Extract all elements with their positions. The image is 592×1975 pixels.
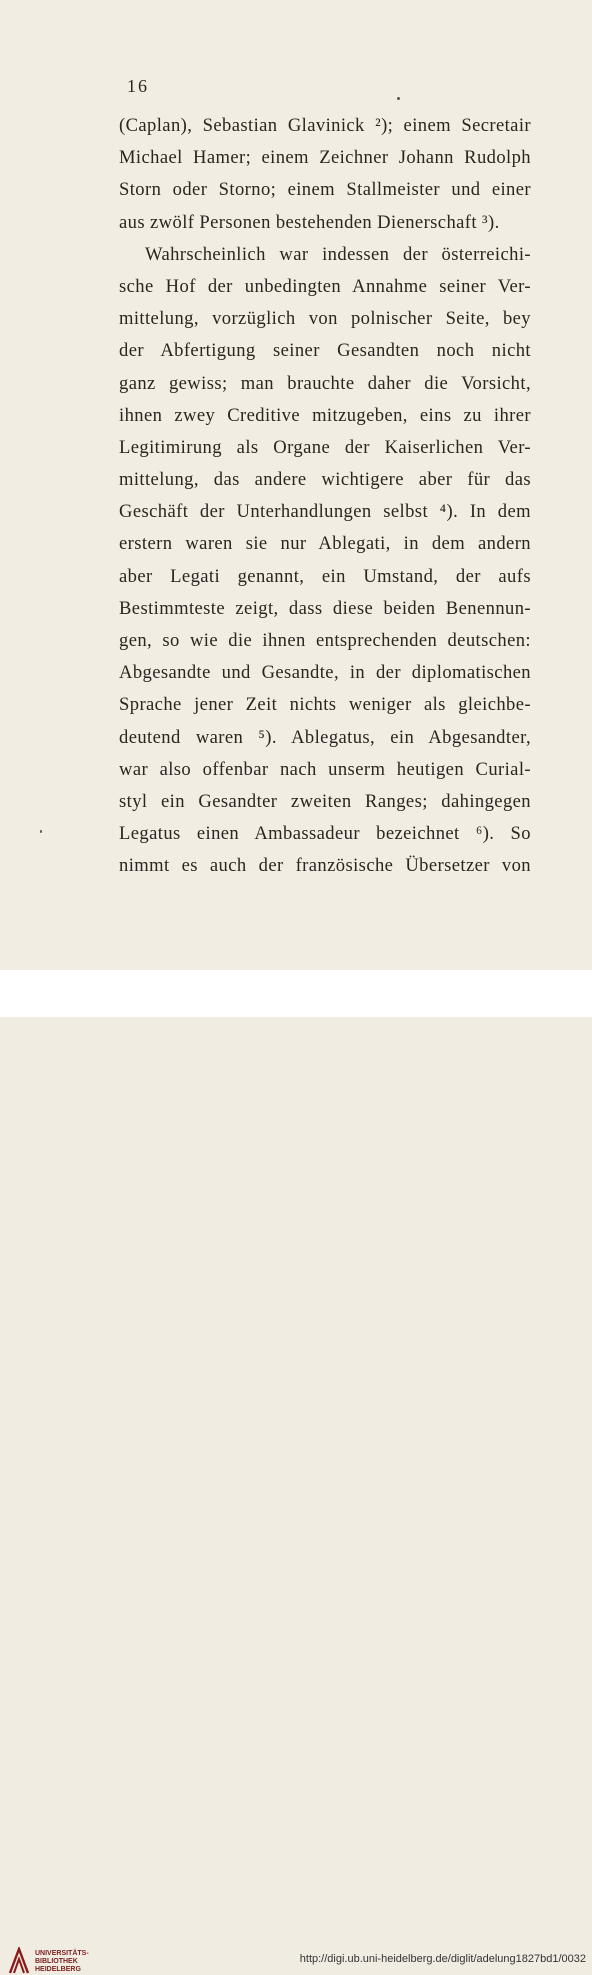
- text-line: (Caplan), Sebastian Glavinick ²); einem Secretair: [119, 115, 531, 136]
- footer-bar: [0, 970, 592, 1973]
- text-line: styl ein Gesandter zweiten Ranges; dahingegen: [119, 790, 531, 812]
- ink-speck: [397, 97, 400, 100]
- text-line: war also offenbar nach unserm heutigen Curial-: [119, 758, 531, 780]
- text-line: sche Hof der unbedingten Annahme seiner Ver-: [119, 275, 531, 297]
- ink-speck: [40, 830, 42, 833]
- text-line: Bestimmteste zeigt, dass diese beiden Benennun-: [119, 597, 531, 619]
- book-page: [0, 0, 592, 970]
- body-text: [119, 110, 531, 883]
- text-line: Michael Hamer; einem Zeichner Johann Rudolph: [119, 147, 531, 169]
- library-logo-text: [35, 1950, 89, 1974]
- text-line: Storn oder Storno; einem Stallmeister und einer: [119, 179, 531, 201]
- text-line: aus zwölf Personen bestehenden Dienerschaft ³).: [119, 211, 500, 233]
- text-line: aber Legati genannt, ein Umstand, der aufs: [119, 565, 531, 587]
- text-line: erstern waren sie nur Ablegati, in dem andern: [119, 533, 531, 555]
- logo-line: UNIVERSITÄTS-: [35, 1950, 89, 1957]
- text-line: nimmt es auch der französische Übersetzer von: [119, 855, 531, 877]
- text-line: Geschäft der Unterhandlungen selbst ⁴). In dem: [119, 501, 531, 523]
- university-library-logo-icon: [8, 1947, 30, 1975]
- logo-line: BIBLIOTHEK: [35, 1958, 78, 1965]
- source-url-link[interactable]: http://digi.ub.uni-heidelberg.de/diglit/adelung1827bd1/0032: [299, 1953, 586, 1965]
- text-line: Legatus einen Ambassadeur bezeichnet ⁶). So: [119, 823, 531, 845]
- text-line: der Abfertigung seiner Gesandten noch nicht: [119, 340, 531, 362]
- page-number: 16: [127, 76, 149, 96]
- text-line: ganz gewiss; man brauchte daher die Vorsicht,: [119, 372, 531, 394]
- text-line: mittelung, das andere wichtigere aber für das: [119, 469, 531, 491]
- text-line: ihnen zwey Creditive mitzugeben, eins zu ihrer: [119, 404, 531, 426]
- text-line: mittelung, vorzüglich von polnischer Seite, bey: [119, 308, 531, 330]
- text-line: Sprache jener Zeit nichts weniger als gleichbe-: [119, 694, 531, 716]
- text-line: Abgesandte und Gesandte, in der diplomatischen: [119, 662, 531, 684]
- text-line: deutend waren ⁵). Ablegatus, ein Abgesandter,: [119, 726, 531, 748]
- text-line: Wahrscheinlich war indessen der österreichi-: [145, 243, 531, 265]
- text-line: Legitimirung als Organe der Kaiserlichen Ver-: [119, 436, 531, 458]
- logo-line: HEIDELBERG: [35, 1966, 81, 1973]
- text-line: gen, so wie die ihnen entsprechenden deutschen:: [119, 630, 531, 651]
